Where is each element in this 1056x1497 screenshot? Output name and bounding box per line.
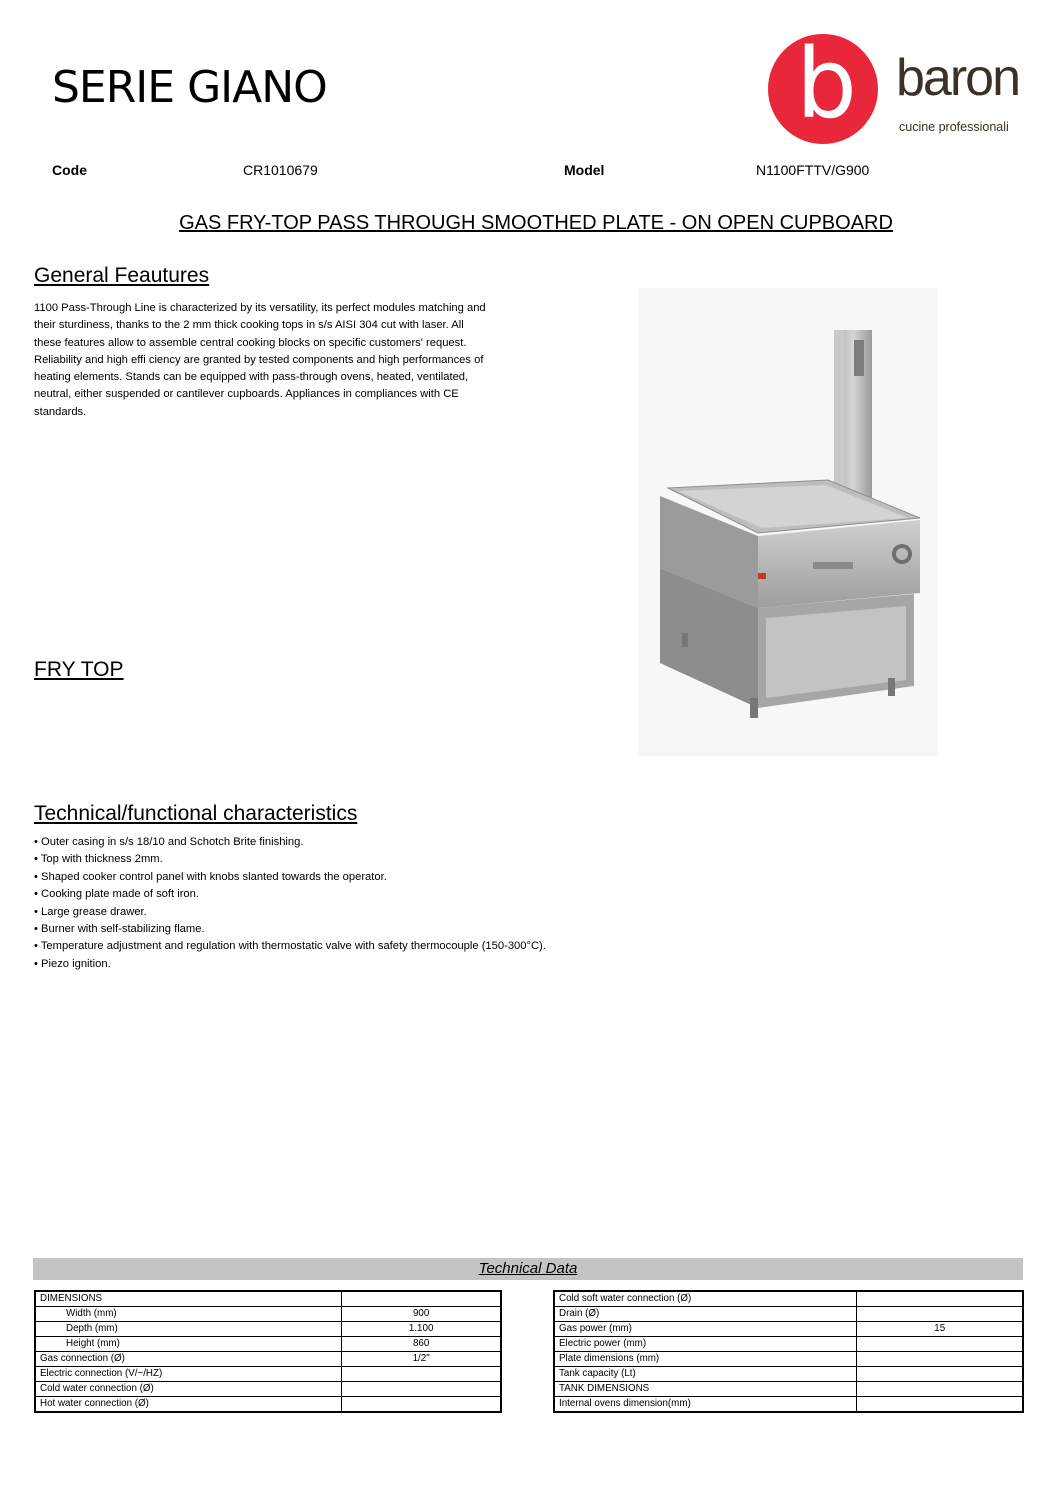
general-features-heading: General Feautures	[34, 264, 210, 287]
spec-value: 15	[857, 1322, 1023, 1337]
product-title: GAS FRY-TOP PASS THROUGH SMOOTHED PLATE - ON OPEN CUPBOARD	[179, 212, 893, 234]
list-item: • Piezo ignition.	[34, 956, 546, 973]
spec-value	[342, 1291, 501, 1307]
general-line: these features allow to assemble central cooking blocks on specific customers' request.	[34, 336, 467, 349]
spec-table-left	[34, 1290, 502, 1413]
table-row	[35, 1382, 501, 1397]
spec-label: Tank capacity (Lt)	[554, 1367, 857, 1382]
logo-circle-icon	[768, 28, 878, 144]
spec-label: Plate dimensions (mm)	[554, 1352, 857, 1367]
spec-value	[857, 1291, 1023, 1307]
spec-value: 900	[342, 1307, 501, 1322]
general-line: standards.	[34, 405, 87, 418]
list-item: • Top with thickness 2mm.	[34, 851, 546, 868]
table-row	[554, 1337, 1023, 1352]
table-row	[35, 1397, 501, 1413]
list-item: • Temperature adjustment and regulation with thermostatic valve with safety thermocouple (150-300°C).	[34, 938, 546, 955]
spec-value: 1.100	[342, 1322, 501, 1337]
spec-value	[342, 1382, 501, 1397]
table-row	[35, 1352, 501, 1367]
spec-label: Gas connection (Ø)	[35, 1352, 342, 1367]
list-item: • Burner with self-stabilizing flame.	[34, 921, 546, 938]
table-row	[35, 1322, 501, 1337]
spec-value	[857, 1397, 1023, 1413]
general-features-text	[34, 300, 514, 421]
list-item: • Shaped cooker control panel with knobs slanted towards the operator.	[34, 869, 546, 886]
general-line: their sturdiness, thanks to the 2 mm thick cooking tops in s/s AISI 304 cut with laser. All	[34, 319, 464, 332]
table-row	[554, 1352, 1023, 1367]
list-item: • Cooking plate made of soft iron.	[34, 886, 546, 903]
spec-value	[857, 1307, 1023, 1322]
table-row	[35, 1307, 501, 1322]
logo-letter: b	[796, 28, 857, 140]
technical-data-title: Technical Data	[478, 1260, 578, 1277]
spec-label: DIMENSIONS	[35, 1291, 342, 1307]
table-row	[554, 1397, 1023, 1413]
product-image	[638, 288, 938, 756]
spec-value	[857, 1367, 1023, 1382]
spec-label: Drain (Ø)	[554, 1307, 857, 1322]
spec-value	[857, 1382, 1023, 1397]
spec-label: Depth (mm)	[35, 1322, 342, 1337]
list-item: • Outer casing in s/s 18/10 and Schotch Brite finishing.	[34, 834, 546, 851]
spec-label: Electric connection (V/~/HZ)	[35, 1367, 342, 1382]
table-row	[35, 1337, 501, 1352]
spec-label: Width (mm)	[35, 1307, 342, 1322]
spec-label: Internal ovens dimension(mm)	[554, 1397, 857, 1413]
category-heading: FRY TOP	[34, 658, 124, 681]
spec-label: Hot water connection (Ø)	[35, 1397, 342, 1413]
spec-value: 860	[342, 1337, 501, 1352]
table-row	[554, 1322, 1023, 1337]
brand-logo	[768, 30, 1028, 150]
model-value: N1100FTTV/G900	[756, 162, 870, 178]
spec-value: 1/2"	[342, 1352, 501, 1367]
list-item: • Large grease drawer.	[34, 904, 546, 921]
spec-label: Gas power (mm)	[554, 1322, 857, 1337]
code-label: Code	[52, 162, 87, 178]
technical-list	[34, 834, 546, 973]
spec-label: TANK DIMENSIONS	[554, 1382, 857, 1397]
spec-label: Electric power (mm)	[554, 1337, 857, 1352]
table-row	[554, 1307, 1023, 1322]
table-row	[35, 1291, 501, 1307]
spec-value	[857, 1352, 1023, 1367]
general-line: 1100 Pass-Through Line is characterized by its versatility, its perfect modules matching and	[34, 302, 486, 314]
spec-label: Height (mm)	[35, 1337, 342, 1352]
general-line: Reliability and high effi ciency are granted by tested components and high performances of	[34, 353, 484, 366]
spec-table-right	[553, 1290, 1024, 1413]
spec-label: Cold water connection (Ø)	[35, 1382, 342, 1397]
table-row	[554, 1291, 1023, 1307]
general-line: neutral, either suspended or cantilever cupboards. Appliances in compliances with CE	[34, 388, 459, 401]
logo-tagline: cucine professionali	[899, 120, 1009, 134]
general-line: heating elements. Stands can be equipped with pass-through ovens, heated, ventilated,	[34, 371, 469, 384]
table-row	[554, 1367, 1023, 1382]
series-title: SERIE GIANO	[52, 62, 327, 113]
table-row	[554, 1382, 1023, 1397]
spec-value	[342, 1367, 501, 1382]
logo-wordmark: baron	[896, 49, 1019, 107]
table-row	[35, 1367, 501, 1382]
technical-data-bar	[33, 1258, 1023, 1280]
spec-value	[857, 1337, 1023, 1352]
model-label: Model	[564, 162, 605, 178]
spec-label: Cold soft water connection (Ø)	[554, 1291, 857, 1307]
code-value: CR1010679	[243, 162, 318, 178]
technical-heading: Technical/functional characteristics	[34, 802, 358, 825]
spec-value	[342, 1397, 501, 1413]
